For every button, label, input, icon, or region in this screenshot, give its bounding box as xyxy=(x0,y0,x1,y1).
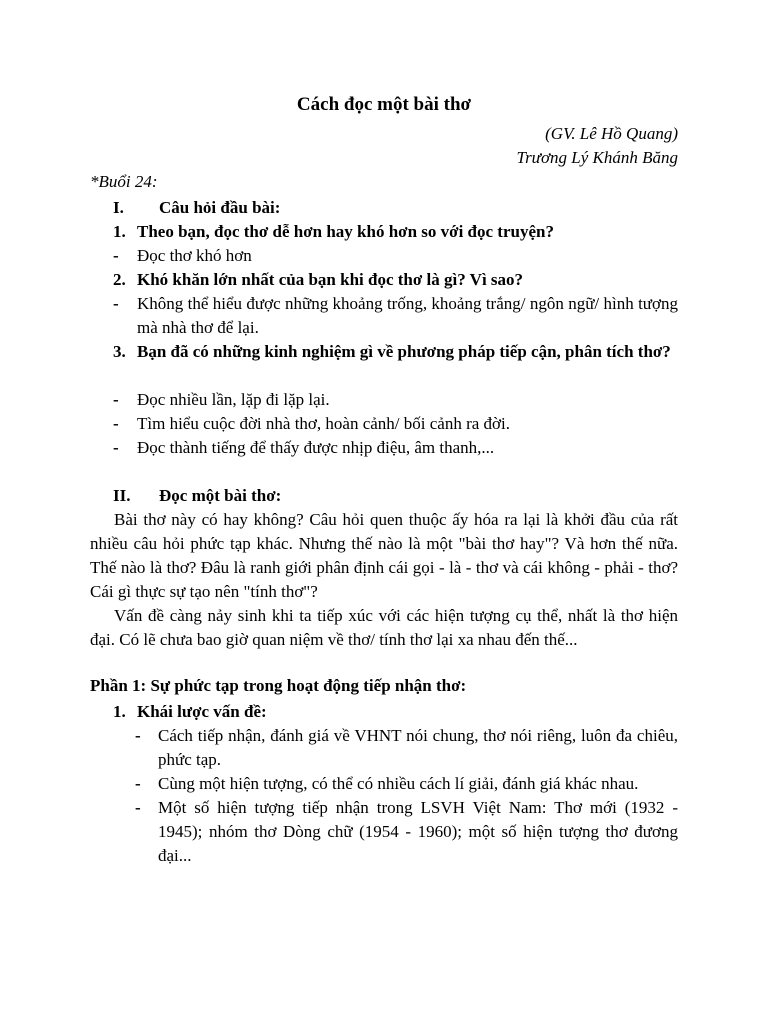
subsection-number: 1. xyxy=(113,702,126,721)
paragraph-1: Bài thơ này có hay không? Câu hỏi quen thuộc ấy hóa ra lại là khởi đầu của rất nhiều câu hỏi phức tạp khác. Nhưng thế nào là một "bài thơ hay"? Và hơn thế nữa. Thế nào là thơ? Đâu là ranh giới phân định cái gọi - là - thơ và cái không - phải - thơ? Cái gì thực sự tạo nên "tính thơ"? xyxy=(90,510,678,601)
question-text: Bạn đã có những kinh nghiệm gì về phương pháp tiếp cận, phân tích thơ? xyxy=(137,342,671,361)
question-text: Khó khăn lớn nhất của bạn khi đọc thơ là gì? Vì sao? xyxy=(137,270,524,289)
question-text: Theo bạn, đọc thơ dễ hơn hay khó hơn so với đọc truyện? xyxy=(137,222,554,241)
answer-text: Đọc thành tiếng để thấy được nhịp điệu, âm thanh,... xyxy=(137,438,495,457)
bullet-text: Cùng một hiện tượng, có thể có nhiều cách lí giải, đánh giá khác nhau. xyxy=(158,774,639,793)
dash-bullet: - xyxy=(135,726,141,745)
question-number: 3. xyxy=(113,342,126,361)
question-number: 2. xyxy=(113,270,126,289)
answer-text: Tìm hiểu cuộc đời nhà thơ, hoàn cảnh/ bối cảnh ra đời. xyxy=(137,414,511,433)
dash-bullet: - xyxy=(113,246,119,265)
dash-bullet: - xyxy=(113,294,119,313)
question-number: 1. xyxy=(113,222,126,241)
dash-bullet: - xyxy=(113,438,119,457)
section-number: II. xyxy=(113,486,131,505)
answer-text: Không thể hiểu được những khoảng trống, khoảng trắng/ ngôn ngữ/ hình tượng mà nhà thơ để lại. xyxy=(137,294,678,337)
bullet-text: Cách tiếp nhận, đánh giá về VHNT nói chung, thơ nói riêng, luôn đa chiêu, phức tạp. xyxy=(158,726,678,769)
dash-bullet: - xyxy=(135,798,141,817)
part-heading: Phần 1: Sự phức tạp trong hoạt động tiếp nhận thơ: xyxy=(90,676,467,695)
bullet-text: Một số hiện tượng tiếp nhận trong LSVH Việt Nam: Thơ mới (1932 - 1945); nhóm thơ Dòng chữ (1954 - 1960); một số hiện tượng thơ đương đại... xyxy=(158,798,678,865)
author-student: Trương Lý Khánh Băng xyxy=(516,148,678,167)
paragraph-2: Vấn đề càng nảy sinh khi ta tiếp xúc với các hiện tượng cụ thể, nhất là thơ hiện đại. Có lẽ chưa bao giờ quan niệm về thơ/ tính thơ lại xa nhau đến thế... xyxy=(90,606,678,649)
dash-bullet: - xyxy=(113,414,119,433)
section-title: Đọc một bài thơ: xyxy=(159,486,282,505)
dash-bullet: - xyxy=(113,390,119,409)
subsection-title: Khái lược vấn đề: xyxy=(137,702,267,721)
section-number: I. xyxy=(113,198,124,217)
answer-text: Đọc nhiều lần, lặp đi lặp lại. xyxy=(137,390,330,409)
author-teacher: (GV. Lê Hồ Quang) xyxy=(545,124,678,143)
dash-bullet: - xyxy=(135,774,141,793)
session-label: *Buổi 24: xyxy=(90,172,158,191)
answer-text: Đọc thơ khó hơn xyxy=(137,246,252,265)
section-title: Câu hỏi đầu bài: xyxy=(159,198,281,217)
document-title: Cách đọc một bài thơ xyxy=(296,94,472,115)
